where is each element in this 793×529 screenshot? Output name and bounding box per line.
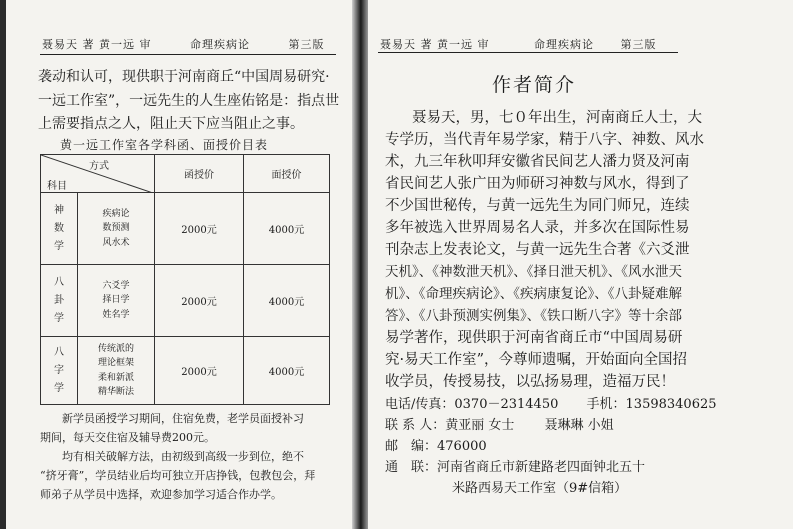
bio-line: 易学著作，现供职于河南省商丘市“中国周易研 — [385, 330, 683, 346]
intro-line: 一远工作室”，一远先生的人生座佑铭是：指点世 — [38, 93, 340, 109]
mail-price: 2000元 — [155, 193, 244, 265]
header-authors: 聂易天 著 黄一远 审 — [380, 38, 490, 51]
header-rule — [40, 54, 336, 55]
group-name-cell — [41, 265, 78, 337]
bio-line: 术，九三年秋叩拜安徽省民间艺人潘力贤及河南 — [385, 154, 690, 170]
subjects-cell — [78, 265, 155, 337]
bio-line: 专学历，当代青年易学家，精于八字、神数、风水 — [385, 132, 704, 148]
person-1: 黄亚丽 女士 — [445, 418, 515, 433]
header-rule — [378, 52, 678, 53]
table-row — [41, 193, 330, 265]
group-name-cell — [41, 337, 78, 405]
note-line: “挤牙膏”，学员结业后均可独立开店挣钱，包教包会，拜 — [40, 469, 316, 482]
header-authors: 聂易天 著 黄一远 审 — [42, 38, 152, 51]
table-row — [41, 337, 330, 405]
bio-line: 不少国世秘传，与黄一远先生为同门师兄，连续 — [385, 198, 690, 214]
subject: 传统派的 — [97, 343, 134, 354]
header-book: 命理疾病论 — [534, 38, 594, 51]
subject: 择日学 — [102, 295, 130, 306]
address-line-1: 河南省商丘市新建路老四面钟北五十 — [437, 460, 646, 475]
note-line: 均有相关破解方法，由初级到高级一步到位，绝不 — [62, 450, 304, 463]
subjects-cell — [78, 193, 155, 265]
subject: 六爻学 — [102, 280, 130, 291]
bio-line: 机》、《命理疾病论》、《疾病康复论》、《八卦疑难解 — [385, 286, 682, 302]
intro-line: 上需要指点之人，阻止天下应当阻止之事。 — [38, 116, 304, 132]
mobile-label: 手机： — [586, 397, 626, 412]
group-name: 八字学 — [54, 346, 64, 394]
bio-line: 收学员，传授易技，以弘扬易理，造福万民！ — [385, 374, 675, 390]
group-name: 神数学 — [54, 204, 64, 252]
face-price: 4000元 — [244, 337, 330, 405]
header-edition: 第三版 — [288, 38, 325, 51]
subject: 疾病论 — [102, 208, 130, 219]
table-row — [41, 265, 330, 337]
face-price: 4000元 — [244, 193, 330, 265]
subject: 柔和新派 — [97, 372, 134, 383]
left-header — [42, 36, 325, 52]
bio-line: 聂易天，男，七０年出生，河南商丘人士，大 — [412, 110, 702, 126]
person-label: 联 系 人： — [385, 418, 446, 433]
col-header-face: 面授价 — [244, 155, 330, 193]
bio-line: 答》、《八卦预测实例集》、《铁口断八字》等十余部 — [385, 308, 682, 324]
corner-top-label: 方式 — [89, 161, 109, 172]
mail-price: 2000元 — [155, 337, 244, 405]
note-line: 师弟子从学员中选择，欢迎参加学习适合作办学。 — [40, 488, 282, 501]
group-name-cell — [41, 193, 78, 265]
book-gutter — [352, 0, 368, 529]
mail-price: 2000元 — [155, 265, 244, 337]
contact-address — [385, 456, 645, 475]
left-page — [0, 0, 352, 529]
table-title: 黄一远工作室各学科函、面授价目表 — [60, 138, 269, 152]
bio-line: 刊杂志上发表论文，与黄一远先生合著《六爻泄 — [385, 242, 690, 258]
phone-value: 0370－2314450 — [454, 397, 559, 412]
table-header-row — [41, 155, 330, 193]
subject: 数预测 — [102, 223, 130, 234]
subjects-cell — [78, 337, 155, 405]
page-title: 作者简介 — [492, 74, 577, 96]
note-line: 期间，每天交住宿及辅导费200元。 — [40, 431, 215, 444]
note-line: 新学员函授学习期间，住宿免费，老学员面授补习 — [62, 412, 304, 425]
subject: 姓名学 — [102, 309, 130, 320]
corner-cell — [41, 155, 155, 193]
subject: 精华断法 — [97, 386, 134, 397]
zip-label: 邮 编： — [385, 439, 438, 454]
face-price: 4000元 — [244, 265, 330, 337]
corner-bottom-label: 科目 — [47, 181, 67, 192]
zip-value: 476000 — [437, 439, 487, 454]
col-header-mail: 函授价 — [155, 155, 244, 193]
header-book: 命理疾病论 — [190, 38, 250, 51]
subject: 风水术 — [102, 237, 130, 248]
mobile-value: 13598340625 — [625, 397, 717, 412]
price-table — [40, 154, 330, 405]
bio-line: 天机》、《神数泄天机》、《择日泄天机》、《风水泄天 — [385, 264, 682, 280]
contact-zip — [385, 435, 487, 454]
contact-phone — [385, 393, 717, 412]
bio-line: 省民间艺人张广田为师研习神数与风水，得到了 — [385, 176, 690, 192]
address-line-2: 米路西易天工作室（9#信箱） — [452, 481, 628, 496]
person-2: 聂琳琳 小姐 — [544, 418, 614, 433]
intro-line: 袭动和认可，现供职于河南商丘“中国周易研究· — [38, 69, 330, 85]
bio-line: 多年被选入世界周易名人录，并多次在国际性易 — [385, 220, 690, 236]
header-edition: 第三版 — [620, 38, 657, 51]
address-label: 通 联： — [385, 460, 438, 475]
contact-person — [385, 414, 614, 433]
bio-line: 究·易天工作室”，今尊师遗嘱，开始面向全国招 — [385, 352, 688, 368]
phone-label: 电话/传真： — [385, 397, 455, 412]
right-header — [380, 36, 657, 52]
page-edge-shadow — [0, 0, 6, 529]
subject: 理论框架 — [97, 358, 134, 369]
group-name: 八卦学 — [54, 276, 64, 324]
